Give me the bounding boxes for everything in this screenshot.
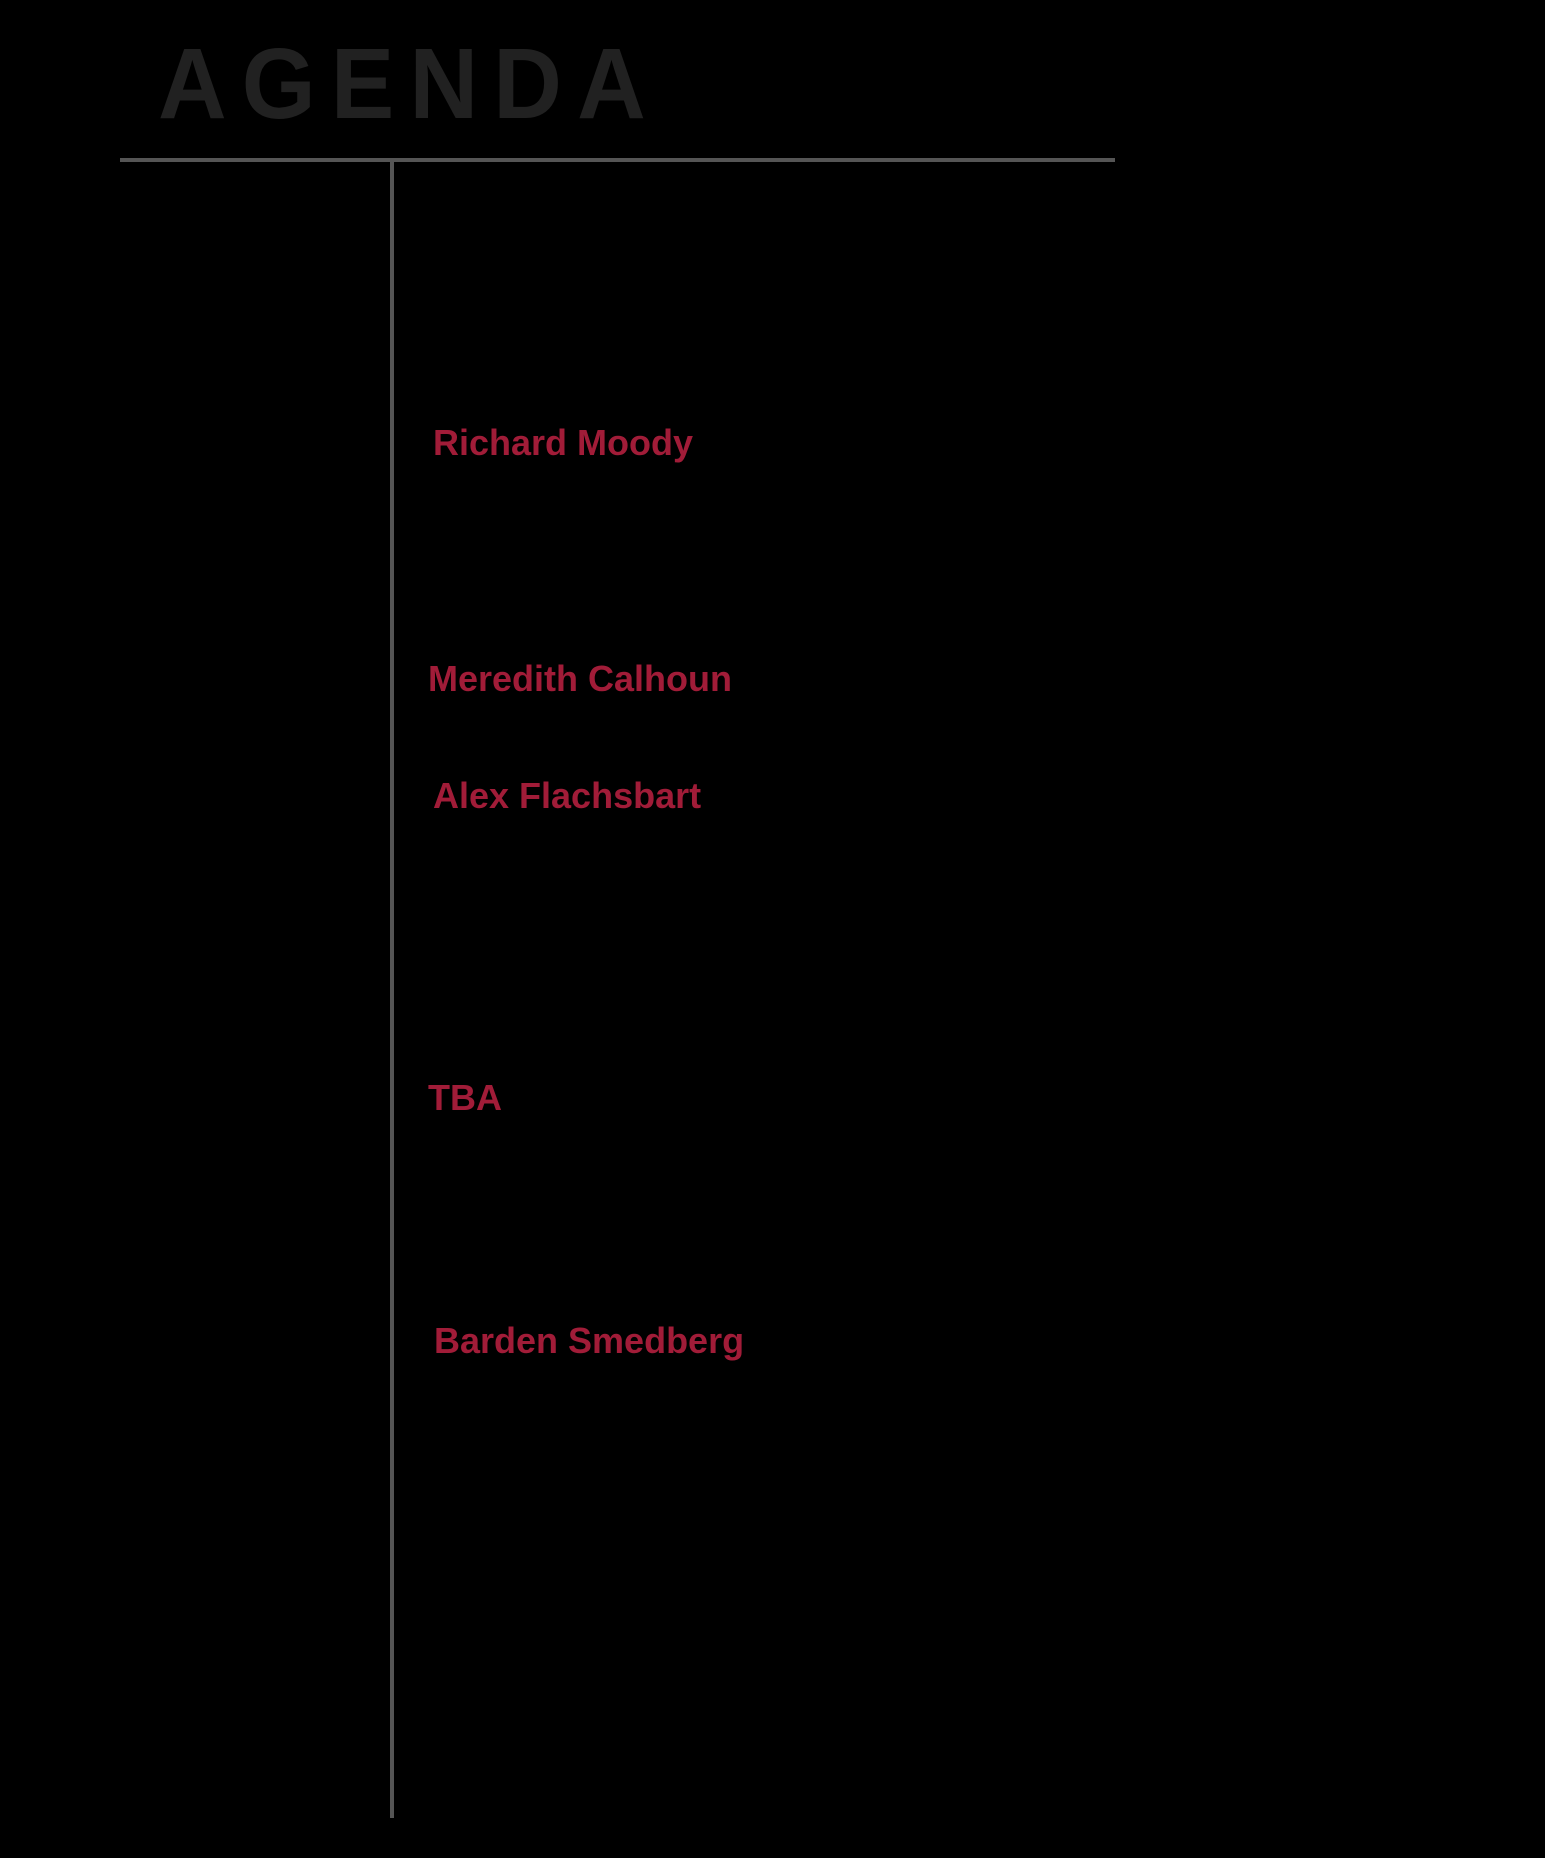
speaker-name: Alex Flachsbart — [433, 775, 702, 816]
vertical-divider — [390, 158, 394, 1818]
speaker-name: Meredith Calhoun — [428, 658, 732, 699]
speaker-name: Richard Moody — [433, 422, 694, 463]
speaker-name: Barden Smedberg — [434, 1320, 745, 1361]
page-title: AGENDA — [158, 28, 661, 140]
horizontal-divider — [120, 158, 1115, 162]
speaker-name: TBA — [428, 1077, 502, 1118]
